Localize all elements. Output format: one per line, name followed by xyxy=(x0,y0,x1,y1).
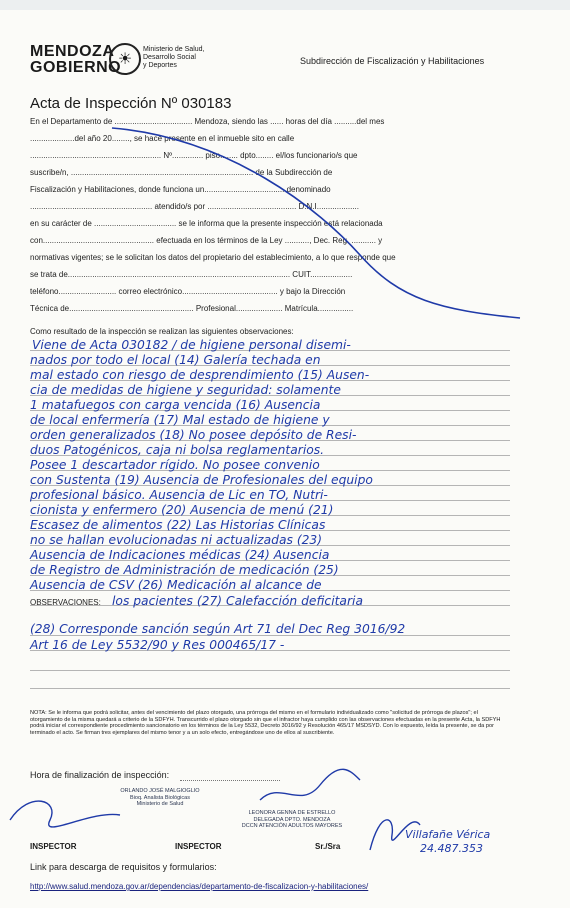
handwritten-observation-line: (28) Corresponde sanción según Art 71 del Dec Reg 3016/92 xyxy=(30,622,406,636)
form-line: ....................................................... atendido/s por ........................................ D.N.I................... xyxy=(30,202,359,211)
inspection-form-sheet xyxy=(0,10,570,908)
form-line: Fiscalización y Habilitaciones, donde funciona un.................................... denominado xyxy=(30,185,331,194)
form-line: En el Departamento de ................................... Mendoza, siendo las ...... horas del día ..........del mes xyxy=(30,117,385,126)
handwritten-observation-line: Art 16 de Ley 5532/90 y Res 000465/17 - xyxy=(30,638,285,652)
observations-intro: Como resultado de la inspección se realizan las siguientes observaciones: xyxy=(30,327,294,336)
inspector-1-signature xyxy=(10,801,120,827)
brand-line-1: MENDOZA xyxy=(30,43,115,60)
signatures-overlay xyxy=(0,10,570,908)
stamp-left-line: Ministerio de Salud xyxy=(136,801,184,807)
form-line: con.................................................. efectuada en los términos de la Ley ..........., Dec. Reg. ........... y xyxy=(30,236,383,245)
stamp-left-line: ORLANDO JOSÉ MALGIOGLIO xyxy=(120,788,200,794)
form-line: Técnica de........................................................ Profesional..................... Matrícula................ xyxy=(30,304,354,313)
handwritten-observation-line: cionista y enfermero (20) Ausencia de menú (21) xyxy=(30,503,334,517)
attendee-handwritten-dni: 24.487.353 xyxy=(420,842,483,855)
handwritten-observation-line: no se hallan evolucionadas ni actualizadas (23) xyxy=(30,533,323,547)
government-seal-icon: ☀ xyxy=(109,43,141,75)
handwritten-observation-line: 1 matafuegos con carga vencida (16) Ausencia xyxy=(30,398,321,412)
handwritten-observation-line: orden generalizados (18) No posee depósito de Resi- xyxy=(30,428,357,442)
handwritten-observation-line: Escasez de alimentos (22) Las Historias Clínicas xyxy=(30,518,326,532)
hora-finalizacion-label: Hora de finalización de inspección: xyxy=(30,770,170,780)
subdirection-title: Subdirección de Fiscalización y Habilitaciones xyxy=(300,56,485,66)
ministry-line: Desarrollo Social xyxy=(143,54,196,61)
stamp-center-line: DELEGADA DPTO. MENDOZA xyxy=(253,816,331,823)
handwritten-observation-line: profesional básico. Ausencia de Lic en TO, Nutri- xyxy=(30,488,328,502)
handwritten-observation-line: de Registro de Administración de medicación (25) xyxy=(30,563,339,577)
handwritten-observation-line: con Sustenta (19) Ausencia de Profesionales del equipo xyxy=(30,473,373,487)
attendee-handwritten-name: Villafañe Vérica xyxy=(405,828,491,841)
handwritten-observation-line: Ausencia de Indicaciones médicas (24) Ausencia xyxy=(30,548,330,562)
form-line: ........................................................... Nº.............. piso........ dpto........ el/los funcionario/s que xyxy=(30,151,358,160)
handwritten-observation-line: los pacientes (27) Calefacción deficitaria xyxy=(112,594,363,608)
brand-line-2: GOBIERNO xyxy=(30,59,122,76)
handwritten-observation-line: Viene de Acta 030182 / de higiene personal disemi- xyxy=(32,338,351,352)
legal-note: NOTA: Se le informa que podrá solicitar, antes del vencimiento del plazo otorgado, una prórroga del mismo en el formulario individualizado como "solicitud de prórroga de plazos"; el otorgamiento de la misma quedará a criterio de la SDFYH. Transcurrido el plazo otorgado sin que el infractor haya cumplido con las observaciones efectuadas en la presente Acta, la SDFYH podrá iniciar el correspondiente procedimiento sancionatorio en los términos de la Ley 5532, Decreto 3016/92 y Resolución 465/17 MSDSYD. Con lo expuesto, leída la presente, se da por terminado el acto. Se firman tres ejemplares del mismo tenor y a un solo efecto, entregándose uno de ellos al suscribiente. xyxy=(30,710,501,736)
download-link-label: Link para descarga de requisitos y formularios: xyxy=(30,862,217,872)
form-line: en su carácter de ..................................... se le informa que la presente inspección está relacionada xyxy=(30,219,383,228)
handwritten-observation-line: cia de medidas de higiene y seguridad: solamente xyxy=(30,383,341,397)
stamp-left-line: Bioq. Analista Biológicas xyxy=(130,794,190,801)
ministry-line: Ministerio de Salud, xyxy=(143,46,205,53)
handwritten-observation-line: mal estado con riesgo de desprendimiento (15) Ausen- xyxy=(30,368,370,382)
inspector-2-signature xyxy=(260,769,360,800)
form-line: normativas vigentes; se le solicitan los datos del propietario del establecimiento, a lo que responde que xyxy=(30,253,396,262)
sr-sra-label: Sr./Sra xyxy=(315,842,341,851)
handwritten-observation-line: nados por todo el local (14) Galería techada en xyxy=(30,353,321,367)
inspector-label-2: INSPECTOR xyxy=(175,842,222,851)
form-line: ....................del año 20........, se hace presente en el inmueble sito en calle xyxy=(30,134,295,143)
inspector-label-1: INSPECTOR xyxy=(30,842,77,851)
acta-title-label: Acta de Inspección Nº xyxy=(30,95,178,112)
form-line: se trata de.................................................................................................... CUIT................... xyxy=(30,270,353,279)
ministry-line: y Deportes xyxy=(143,62,177,69)
handwritten-observation-line: de local enfermería (17) Mal estado de higiene y xyxy=(30,413,330,427)
handwritten-observation-line: duos Patogénicos, caja ni bolsa reglamentarios. xyxy=(30,443,325,457)
handwritten-observation-line: Posee 1 descartador rígido. No posee convenio xyxy=(30,458,320,472)
acta-number: 030183 xyxy=(181,95,232,112)
download-link[interactable]: http://www.salud.mendoza.gov.ar/dependencias/departamento-de-fiscalizacion-y-habilitaciones/ xyxy=(30,882,369,891)
observaciones-label: OBSERVACIONES: xyxy=(30,598,101,607)
form-line: suscribe/n, .................................................................................. de la Subdirección de xyxy=(30,168,333,177)
form-line: teléfono.......................... correo electrónico........................................... y bajo la Dirección xyxy=(30,287,346,296)
handwritten-observation-line: Ausencia de CSV (26) Medicación al alcance de xyxy=(30,578,322,592)
stamp-center-line: DCCN ATENCIÓN ADULTOS MAYORES xyxy=(241,823,343,829)
stamp-center-line: LEONORA GENNA DE ESTRELLO xyxy=(248,810,336,816)
